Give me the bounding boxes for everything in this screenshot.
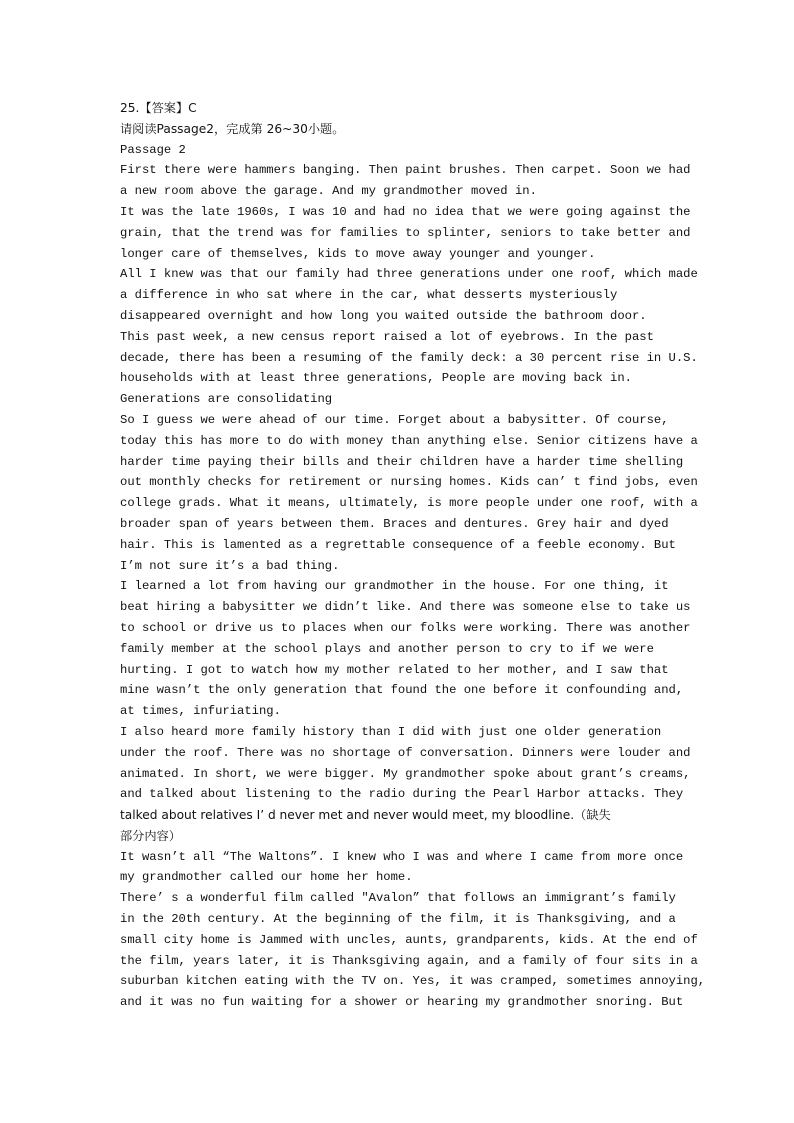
text-line: the film, years later, it is Thanksgiving again, and a family of four sits in a — [120, 953, 698, 968]
text-line: I also heard more family history than I did with just one older generation — [120, 724, 662, 739]
text-line: decade, there has been a resuming of the family deck: a 30 percent rise in U.S. — [120, 350, 698, 365]
text-line: This past week, a new census report raised a lot of eyebrows. In the past — [120, 329, 654, 344]
text-line: out monthly checks for retirement or nursing homes. Kids can’ t find jobs, even — [120, 475, 698, 490]
text-line: harder time paying their bills and their children have a harder time shelling — [120, 454, 684, 469]
text-line: I learned a lot from having our grandmother in the house. For one thing, it — [120, 579, 669, 594]
text-line: in the 20th century. At the beginning of the film, it is Thanksgiving, and a — [120, 912, 676, 927]
text-line: to school or drive us to places when our folks were working. There was another — [120, 620, 691, 635]
text-line: It wasn’t all “The Waltons”. I knew who I was and where I came from more once — [120, 849, 684, 864]
text-line: a new room above the garage. And my grandmother moved in. — [120, 184, 537, 199]
text-line: and it was no fun waiting for a shower or hearing my grandmother snoring. But — [120, 995, 684, 1010]
text-line: Generations are consolidating — [120, 392, 333, 407]
text-line: broader span of years between them. Braces and dentures. Grey hair and dyed — [120, 516, 669, 531]
text-line: my grandmother called our home her home. — [120, 870, 413, 885]
text-line: under the roof. There was no shortage of conversation. Dinners were louder and — [120, 745, 691, 760]
text-line: households with at least three generations, People are moving back in. — [120, 371, 632, 386]
text-line: beat hiring a babysitter we didn’t like. And there was someone else to take us — [120, 600, 691, 615]
text-line: today this has more to do with money than anything else. Senior citizens have a — [120, 433, 698, 448]
answer-line: 25.【答案】C — [120, 101, 197, 115]
passage-text — [120, 98, 706, 1013]
text-line: 部分内容） — [120, 828, 181, 843]
text-line: It was the late 1960s, I was 10 and had no idea that we were going against the — [120, 204, 691, 219]
text-line: So I guess we were ahead of our time. Forget about a babysitter. Of course, — [120, 412, 669, 427]
text-line: First there were hammers banging. Then paint brushes. Then carpet. Soon we had — [120, 163, 691, 178]
instruction-line: 请阅读Passage2，完成第 26~30小题。 — [120, 121, 345, 136]
text-line: animated. In short, we were bigger. My grandmother spoke about grant’s creams, — [120, 766, 691, 781]
text-line: There’ s a wonderful film called ″Avalon” that follows an immigrant’s family — [120, 891, 676, 906]
text-line: and talked about listening to the radio during the Pearl Harbor attacks. They — [120, 787, 684, 802]
text-line: I’m not sure it’s a bad thing. — [120, 558, 340, 573]
text-line: mine wasn’t the only generation that found the one before it confounding and, — [120, 683, 684, 698]
text-line: hair. This is lamented as a regrettable consequence of a feeble economy. But — [120, 537, 676, 552]
text-line: disappeared overnight and how long you waited outside the bathroom door. — [120, 308, 647, 323]
text-line: longer care of themselves, kids to move away younger and younger. — [120, 246, 596, 261]
text-line: college grads. What it means, ultimately, is more people under one roof, with a — [120, 496, 698, 511]
text-line: at times, infuriating. — [120, 704, 281, 719]
text-line: small city home is Jammed with uncles, aunts, grandparents, kids. At the end of — [120, 932, 698, 947]
text-line: hurting. I got to watch how my mother related to her mother, and I saw that — [120, 662, 669, 677]
text-line: All I knew was that our family had three generations under one roof, which made — [120, 267, 698, 282]
text-line: grain, that the trend was for families to splinter, seniors to take better and — [120, 225, 691, 240]
passage-heading: Passage 2 — [120, 142, 186, 157]
text-line: a difference in who sat where in the car, what desserts mysteriously — [120, 288, 618, 303]
text-line: family member at the school plays and another person to cry to if we were — [120, 641, 654, 656]
text-line: suburban kitchen eating with the TV on. Yes, it was cramped, sometimes annoying, — [120, 974, 706, 989]
text-line: talked about relatives I’ d never met and never would meet, my bloodline.（缺失 — [120, 808, 611, 823]
